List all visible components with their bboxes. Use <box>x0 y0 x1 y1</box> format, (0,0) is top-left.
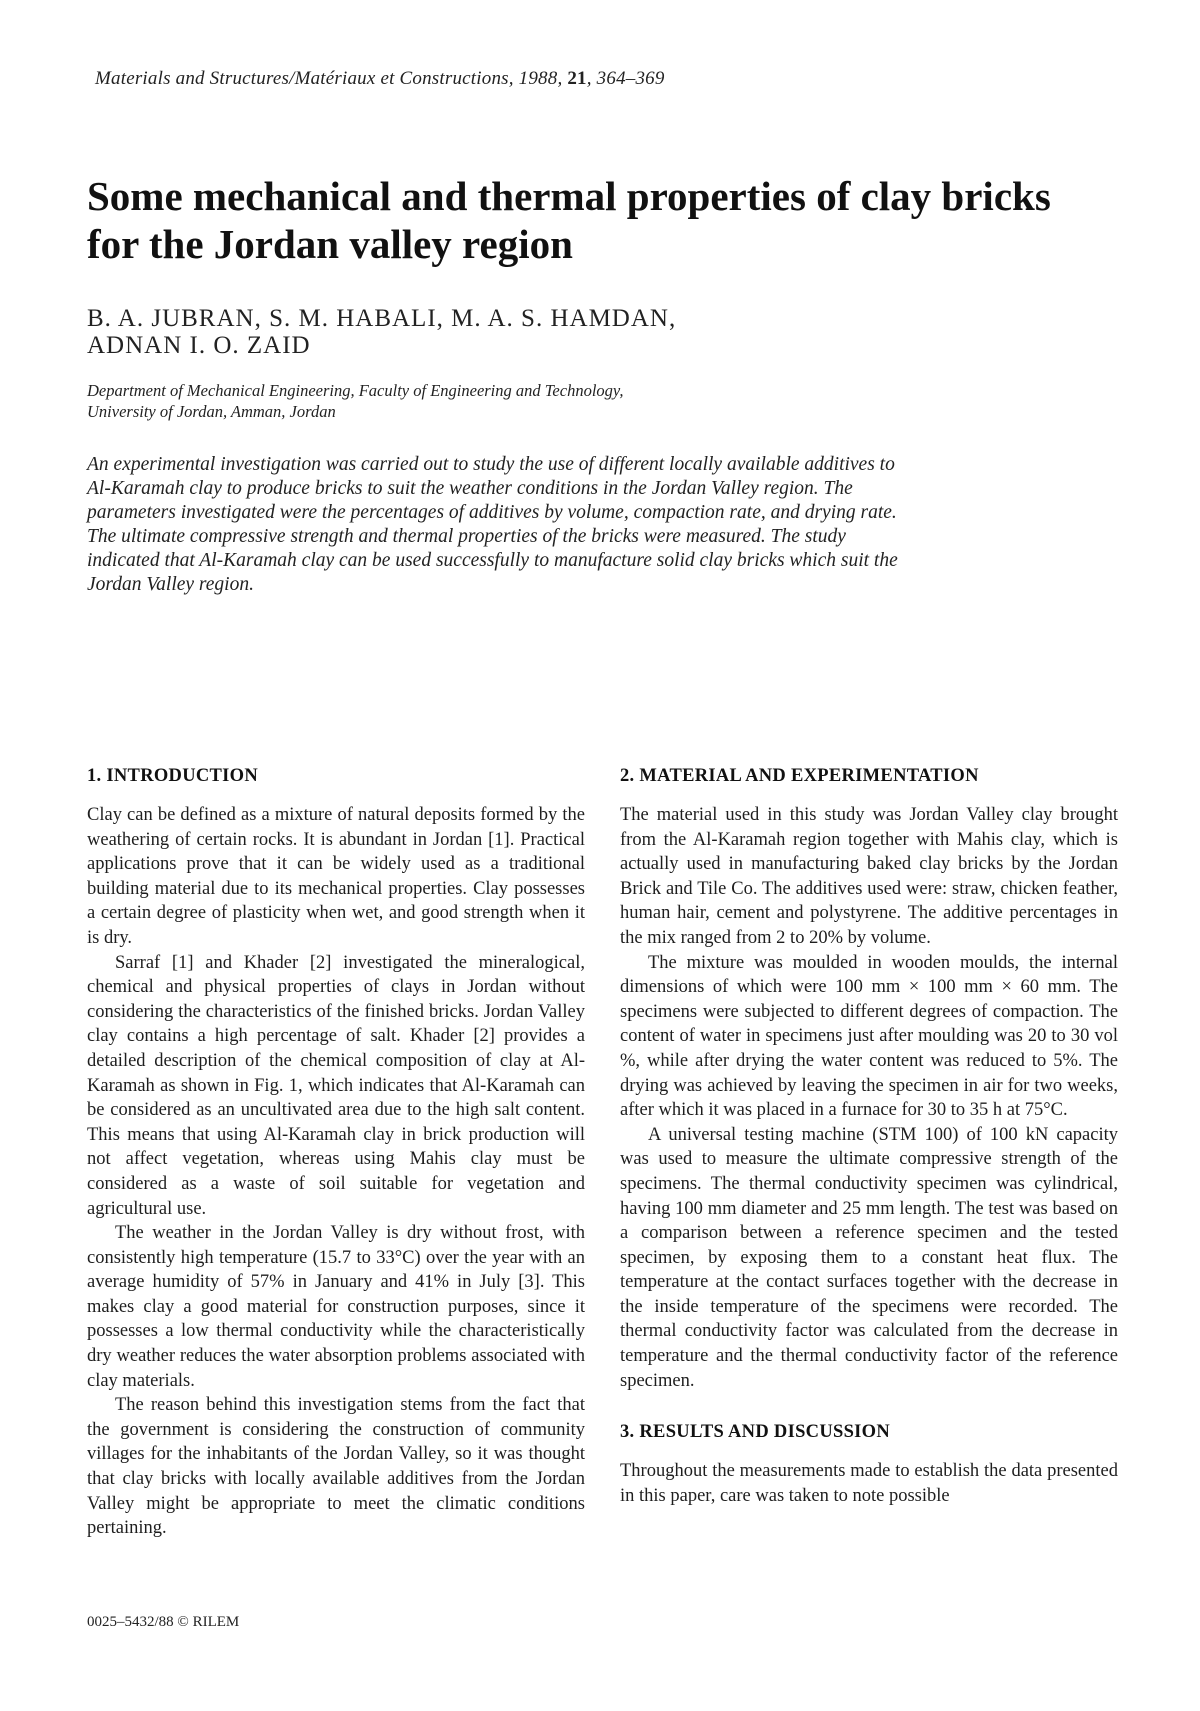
right-column <box>620 765 1118 1508</box>
abstract: An experimental investigation was carried out to study the use of different locally available additives to Al-Karamah clay to produce bricks to suit the weather conditions in the Jordan Valley region. The parameters investigated were the percentages of additives by volume, compaction rate, and drying rate. The ultimate compressive strength and thermal properties of the bricks were measured. The study indicated that Al-Karamah clay can be used successfully to manufacture solid clay bricks which suit the Jordan Valley region. <box>87 454 898 595</box>
paragraph: Throughout the measurements made to establish the data presented in this paper, care was taken to note possible <box>620 1461 1118 1506</box>
affiliation-line: University of Jordan, Amman, Jordan <box>87 402 336 421</box>
paragraph: The mixture was moulded in wooden moulds, the internal dimensions of which were 100 mm × 100 mm × 60 mm. The specimens were subjected to different degrees of compaction. The content of water in specimens just after moulding was 20 to 30 vol %, while after drying the water content was reduced to 5%. The drying was achieved by leaving the specimen in air for two weeks, after which it was placed in a furnace for 30 to 35 h at 75°C. <box>620 952 1118 1121</box>
author-list <box>87 305 1087 359</box>
paragraph: The reason behind this investigation stems from the fact that the government is considering the construction of community villages for the inhabitants of the Jordan Valley, so it was thought that clay bricks with locally available additives from the Jordan Valley might be appropriate to meet the climatic conditions pertaining. <box>87 1395 585 1539</box>
author-line: B. A. JUBRAN, S. M. HABALI, M. A. S. HAMDAN, <box>87 305 677 332</box>
paragraph: Sarraf [1] and Khader [2] investigated the mineralogical, chemical and physical properties of clays in Jordan without considering the characteristics of the finished bricks. Jordan Valley clay contains a high percentage of salt. Khader [2] provides a detailed description of the chemical composition of clay at Al-Karamah as shown in Fig. 1, which indicates that Al-Karamah can be considered as an uncultivated area due to the high salt content. This means that using Al-Karamah clay in brick production will not affect vegetation, whereas using Mahis clay must be considered as a waste of soil suitable for vegetation and agricultural use. <box>87 952 585 1219</box>
affiliation <box>87 380 987 422</box>
journal-volume: 21 <box>567 68 587 89</box>
author-line: ADNAN I. O. ZAID <box>87 332 311 359</box>
copyright-footer: 0025–5432/88 © RILEM <box>87 1614 240 1630</box>
affiliation-line: Department of Mechanical Engineering, Faculty of Engineering and Technology, <box>87 381 624 400</box>
journal-name: Materials and Structures/Matériaux et Constructions <box>95 68 509 89</box>
section-heading-material: 2. MATERIAL AND EXPERIMENTATION <box>620 766 979 786</box>
journal-pages: , 364–369 <box>586 68 665 89</box>
paragraph: The material used in this study was Jordan Valley clay brought from the Al-Karamah region together with Mahis clay, which is actually used in manufacturing baked clay bricks by the Jordan Brick and Tile Co. The additives used were: straw, chicken feather, human hair, cement and polystyrene. The additive percentages in the mix ranged from 2 to 20% by volume. <box>620 805 1118 948</box>
paragraph: A universal testing machine (STM 100) of 100 kN capacity was used to measure the ultimate compressive strength of the specimens. The thermal conductivity specimen was cylindrical, having 100 mm diameter and 25 mm length. The test was based on a comparison between a reference specimen and the tested specimen, by exposing them to a constant heat flux. The temperature at the contact surfaces together with the decrease in the inside temperature of the specimens were recorded. The thermal conductivity factor was calculated from the decrease in temperature and the thermal conductivity factor of the reference specimen. <box>620 1124 1118 1391</box>
journal-year: , 1988, <box>508 68 568 89</box>
paper-title: Some mechanical and thermal properties of clay bricks for the Jordan valley region <box>87 173 1051 267</box>
left-column <box>87 765 585 1541</box>
section-heading-results: 3. RESULTS AND DISCUSSION <box>620 1422 891 1443</box>
paragraph: Clay can be defined as a mixture of natural deposits formed by the weathering of certain rocks. It is abundant in Jordan [1]. Practical applications prove that it can be widely used as a traditional building material due to its mechanical properties. Clay possesses a certain degree of plasticity when wet, and good strength when it is dry. <box>87 805 585 948</box>
journal-citation <box>95 68 665 90</box>
section-heading-introduction: 1. INTRODUCTION <box>87 766 259 786</box>
paragraph: The weather in the Jordan Valley is dry without frost, with consistently high temperature (15.7 to 33°C) over the year with an average humidity of 57% in January and 41% in July [3]. This makes clay a good material for construction purposes, since it possesses a low thermal conductivity while the characteristically dry weather reduces the water absorption problems associated with clay materials. <box>87 1223 585 1391</box>
